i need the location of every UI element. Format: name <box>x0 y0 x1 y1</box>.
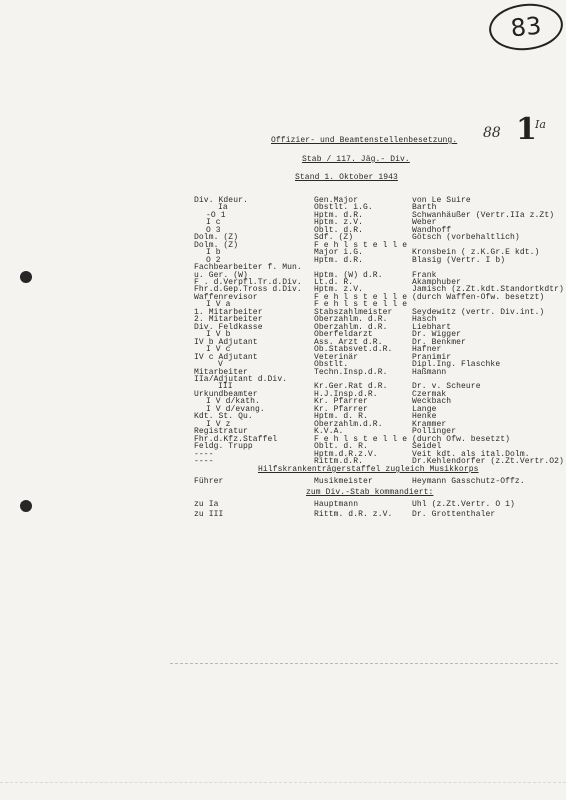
position-cell: III <box>218 382 233 391</box>
name-cell: Hasch <box>412 315 437 324</box>
rank-cell: Rittm. d.R. z.V. <box>314 510 393 519</box>
section-leader-name: Heymann Gasschutz-Offz. <box>412 477 525 486</box>
position-cell: 2. Mitarbeiter <box>194 315 263 324</box>
name-cell: Dr. Benkmer <box>412 338 466 347</box>
name-cell: Czermak <box>412 390 447 399</box>
rank-cell: Oberzahlm. d.R. <box>314 315 388 324</box>
position-cell: Feldg. Trupp <box>194 442 253 451</box>
name-cell: Pranimir <box>412 353 452 362</box>
rank-cell: Gen.Major <box>314 196 359 205</box>
rank-cell: Obstlt. i.G. <box>314 203 373 212</box>
date-line: Stand 1. Oktober 1943 <box>295 173 398 182</box>
rank-cell: Hptm. z.V. <box>314 218 364 227</box>
name-cell: Lange <box>412 405 437 414</box>
rank-cell: Oblt. d. R. <box>314 442 368 451</box>
name-cell: Veit kdt. als ital.Dolm. <box>412 450 530 459</box>
rank-cell: Veterinär <box>314 353 359 362</box>
rank-cell: Oberzahlm. d.R. <box>314 323 388 332</box>
rank-cell: F e h l s t e l l e <box>314 293 408 302</box>
name-cell: Hafner <box>412 345 442 354</box>
rank-cell: Oberfeldarzt <box>314 330 373 339</box>
position-cell: V <box>218 360 223 369</box>
position-cell: u. Ger. (W) <box>194 271 248 280</box>
name-cell: Seydewitz (vertr. Div.int.) <box>412 308 545 317</box>
name-cell: Dipl.Ing. Flaschke <box>412 360 501 369</box>
rank-cell: F e h l s t e l l e <box>314 300 408 309</box>
name-cell: Frank <box>412 271 437 280</box>
name-cell: Henke <box>412 412 437 421</box>
name-cell: Blasig (Vertr. I b) <box>412 256 506 265</box>
name-cell: Schwanhäußer (Vertr.IIa z.Zt) <box>412 211 555 220</box>
position-cell: Fhr.d.Kfz.Staffel <box>194 435 278 444</box>
rank-cell: Lt.d. R. <box>314 278 354 287</box>
section-leader-rank: Musikmeister <box>314 477 373 486</box>
rank-cell: Hptm. d.R. <box>314 211 364 220</box>
name-cell: Wandhoff <box>412 226 452 235</box>
page-edge-line <box>0 782 566 783</box>
fold-line <box>170 663 558 664</box>
position-cell: O 3 <box>206 226 221 235</box>
rank-cell: Ob.Stabsvet.d.R. <box>314 345 393 354</box>
name-cell: Krammer <box>412 420 447 429</box>
rank-cell: Kr. Pfarrer <box>314 405 368 414</box>
position-cell: I V d/kath. <box>206 397 260 406</box>
position-cell: Dolm. (Z) <box>194 233 239 242</box>
name-cell: (durch Waffen-Ofw. besetzt) <box>412 293 545 302</box>
name-cell: Pollinger <box>412 427 457 436</box>
section-leader-label: Führer <box>194 477 224 486</box>
commanded-row <box>0 510 566 522</box>
name-cell: Haßmann <box>412 368 447 377</box>
name-cell: Liebhart <box>412 323 452 332</box>
rank-cell: Ass. Arzt d.R. <box>314 338 383 347</box>
position-cell: Urkundbeamter <box>194 390 258 399</box>
position-cell: O 2 <box>206 256 221 265</box>
position-cell: Mitarbeiter <box>194 368 248 377</box>
rank-cell: Rittm.d.R. <box>314 457 364 466</box>
name-cell: Götsch (vorbehaltlich) <box>412 233 520 242</box>
position-cell: IIa/Adjutant d.Div. <box>194 375 288 384</box>
position-cell: I V d/evang. <box>206 405 265 414</box>
rank-cell: Oblt. d.R. <box>314 226 364 235</box>
name-cell: Seidel <box>412 442 442 451</box>
position-cell: I c <box>206 218 221 227</box>
position-cell: I V a <box>206 300 231 309</box>
position-cell: F . d.Verpfl.Tr.d.Div. <box>194 278 302 287</box>
rank-cell: Hauptmann <box>314 500 359 509</box>
rank-cell: K.V.A. <box>314 427 344 436</box>
name-cell: Uhl (z.Zt.Vertr. O 1) <box>412 500 515 509</box>
rank-cell: Hptm. d.R. <box>314 256 364 265</box>
name-cell: Dr. Wigger <box>412 330 462 339</box>
position-cell: I V z <box>206 420 231 429</box>
rank-cell: Hptm.d.R.z.V. <box>314 450 378 459</box>
position-cell: Fachbearbeiter f. Mun. <box>194 263 302 272</box>
name-cell: Kronsbein ( z.K.Gr.E kdt.) <box>412 248 540 257</box>
circled-number-text: 83 <box>509 11 543 43</box>
rank-cell: Stabszahlmeister <box>314 308 393 317</box>
unit-subtitle: Stab / 117. Jäg.- Div. <box>302 155 410 164</box>
name-cell: Barth <box>412 203 437 212</box>
rank-cell: F e h l s t e l l e <box>314 241 408 250</box>
position-cell: ---- <box>194 457 214 466</box>
position-cell: Div. Feldkasse <box>194 323 263 332</box>
name-cell: von Le Suire <box>412 196 471 205</box>
name-cell: Akamphuber <box>412 278 462 287</box>
circled-page-number <box>487 0 565 53</box>
handwritten-number: 88 <box>483 125 501 141</box>
position-cell: ---- <box>194 450 214 459</box>
position-cell: -O 1 <box>206 211 226 220</box>
position-cell: Registratur <box>194 427 248 436</box>
name-cell: Weber <box>412 218 437 227</box>
rank-cell: Kr. Pfarrer <box>314 397 368 406</box>
name-cell: Dr.Kehlendorfer (z.Zt.Vertr.O2) <box>412 457 564 466</box>
name-cell: Dr. v. Scheure <box>412 382 481 391</box>
name-cell: (durch Ofw. besetzt) <box>412 435 511 444</box>
section-title: Hilfskrankenträgerstaffel zugleich Musikkorps <box>258 465 479 474</box>
position-cell: Ia <box>218 203 228 212</box>
assignment-cell: zu III <box>194 510 224 519</box>
rank-cell: F e h l s t e l l e <box>314 435 408 444</box>
position-cell: Waffenrevisor <box>194 293 258 302</box>
handwritten-ia: Ia <box>535 118 546 131</box>
position-cell: 1. Mitarbeiter <box>194 308 263 317</box>
position-cell: I b <box>206 248 221 257</box>
position-cell: Div. Kdeur. <box>194 196 248 205</box>
rank-cell: Hptm. (W) d.R. <box>314 271 383 280</box>
position-cell: I V c <box>206 345 231 354</box>
section-subtitle: zum Div.-Stab kommandiert: <box>306 488 434 497</box>
rank-cell: Oberzahlm.d.R. <box>314 420 383 429</box>
position-cell: Dolm. (Z) <box>194 241 239 250</box>
position-cell: IV c Adjutant <box>194 353 258 362</box>
position-cell: IV b Adjutant <box>194 338 258 347</box>
position-cell: I V b <box>206 330 231 339</box>
rank-cell: Kr.Ger.Rat d.R. <box>314 382 388 391</box>
rank-cell: Hptm. z.V. <box>314 285 364 294</box>
rank-cell: Major i.G. <box>314 248 364 257</box>
rank-cell: Hptm. d. R. <box>314 412 368 421</box>
handwritten-big-one: 1 <box>516 112 537 147</box>
name-cell: Dr. Grottenthaler <box>412 510 496 519</box>
name-cell: Jamisch (z.Zt.kdt.Standortkdtr) <box>412 285 564 294</box>
name-cell: Weckbach <box>412 397 452 406</box>
rank-cell: Techn.Insp.d.R. <box>314 368 388 377</box>
rank-cell: Obstlt. <box>314 360 349 369</box>
rank-cell: Sdf. (Z) <box>314 233 354 242</box>
assignment-cell: zu Ia <box>194 500 219 509</box>
rank-cell: H.J.Insp.d.R. <box>314 390 378 399</box>
position-cell: Fhr.d.Gep.Tross d.Div. <box>194 285 302 294</box>
position-cell: Kdt. St. Qu. <box>194 412 253 421</box>
document-title: Offizier- und Beamtenstellenbesetzung. <box>271 136 458 145</box>
